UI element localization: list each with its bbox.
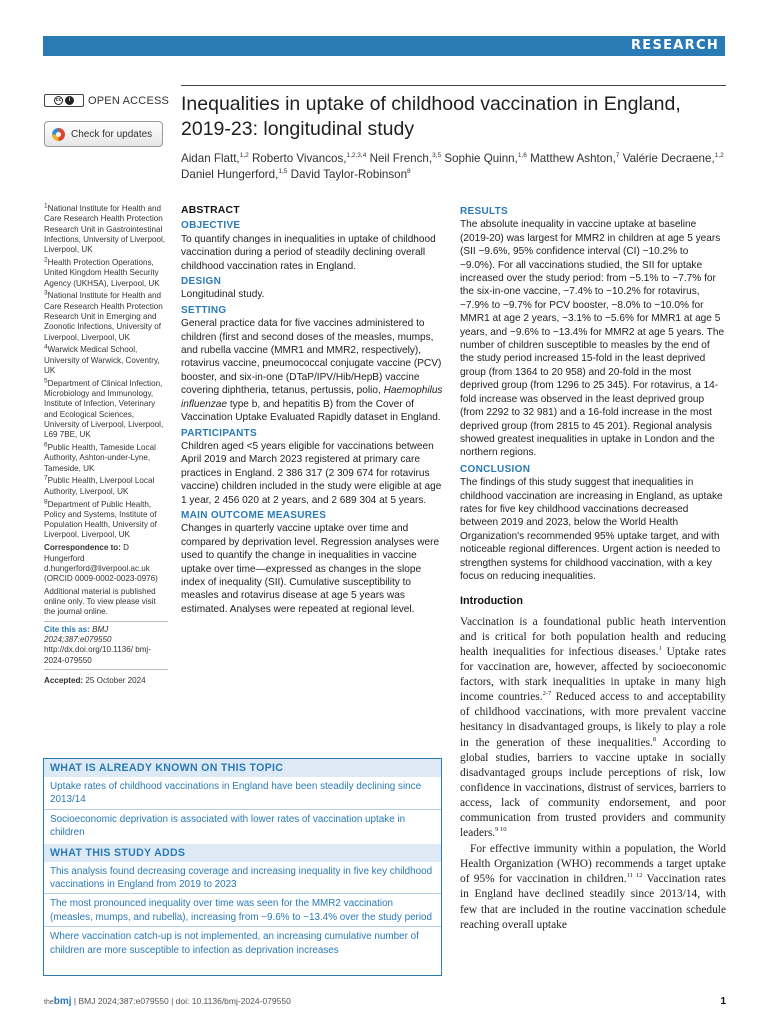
design-text: Longitudinal study. [181, 289, 265, 301]
author: Roberto Vivancos,$^{1,2,3,4}$ [251, 152, 367, 165]
affiliation: $^2$Health Protection Operations, United Kingdom Health Security Agency (UKHSA), Liverpool, UK [44, 256, 160, 288]
adds-item: This analysis found decreasing coverage and increasing inequality in five key childhood vaccinations in England from 2019 to 2023 [50, 865, 433, 891]
design-heading: DESIGN [181, 276, 222, 288]
page-number: 1 [720, 996, 726, 1007]
outcome-heading: MAIN OUTCOME MEASURES [181, 509, 327, 521]
correspondence-email[interactable]: d.hungerford@liverpool.ac.uk [44, 563, 150, 573]
objective-heading: OBJECTIVE [181, 220, 241, 232]
check-for-updates-label: Check for updates [71, 128, 153, 140]
participants-heading: PARTICIPANTS [181, 427, 258, 439]
article-title: Inequalities in uptake of childhood vaccination in England, 2019-23: longitudinal study [181, 93, 681, 140]
author: Matthew Ashton,$^7$ [530, 152, 620, 165]
outcome-text: Changes in quarterly vaccine uptake over time and compared by deprivation level. Regression analyses were used to quantify the change in inequalities in vaccine uptake over time—expressed as changes in the slope index of inequality (SII). Cumulative susceptibility to measles and rotavirus disease at age 5 years was estimated. Analyses were repeated at regional level. [181, 523, 440, 615]
affiliation: $^1$National Institute for Health and Care Research Health Protection Research Unit in Gastrointestinal Infections, University of Liverpool, Liverpool, UK [44, 202, 166, 255]
affiliation: $^5$Department of Clinical Infection, Microbiology and Immunology, Institute of Infection, Veterinary and Ecological Sciences, University of Liverpool, Liverpool, L69 7BE, UK [44, 377, 164, 440]
additional-material-note: Additional material is published online only. To view please visit the journal online. [44, 586, 156, 617]
author: David Taylor-Robinson$^8$ [290, 168, 411, 181]
affiliation: $^3$National Institute for Health and Care Research Health Protection Research Unit in Emerging and Zoonotic Infections, University of Liverpool, Liverpool, UK [44, 289, 163, 342]
affiliation: $^6$Public Health, Tameside Local Authority, Ashton-under-Lyne, Tameside, UK [44, 441, 156, 473]
conclusion-text: The findings of this study suggest that inequalities in childhood vaccination are increasing in England, as uptake rates for five key childhood vaccinations decreased between 2019 and 2023, below the World Health Organization's recommended 95% uptake target, and with noticeable regional differences. Urgent action is needed to strengthen systems for childhood vaccination, with a key focus on reducing inequalities. [460, 477, 723, 582]
results-text: The absolute inequality in vaccine uptake at baseline (2019-20) was largest for MMR2 in children at age 5 years (SII −9.6%, 95% confidence interval (CI) −10.2% to −9.0%). For all vaccinations studied, the SII for uptake increased over the study period: from −5.1% to −7.7% for the six-in-one vaccine, −7.4% to −10.2% for rotavirus, −7.9% to −9.7% for PCV booster, −8.0% to −10.0% for MMR1 at age 2 years, −3.1% to −5.6% for MMR1 at age 5 years, and −9.6% to −13.4% for MMR2 at age 5 years. The number of children susceptible to measles by the end of the study period increased 15-fold in the least deprived group (from 1364 to 20 958) and 20-fold in the most deprived group (from 1296 to 25 345). For rotavirus, a 14-fold increase was observed in the least deprived group (from 2292 to 32 981) and a 16-fold increase in the most deprived group (from 2815 to 45 201). Regional analysis showed greatest inequalities in uptake in London and the northern regions. [460, 219, 725, 459]
affiliation: $^7$Public Health, Liverpool Local Authority, Liverpool, UK [44, 474, 155, 496]
affiliation: $^4$Warwick Medical School, University of Warwick, Coventry, UK [44, 343, 160, 375]
accepted-date: Accepted: 25 October 2024 [44, 675, 146, 685]
adds-heading: WHAT THIS STUDY ADDS [44, 844, 441, 862]
results-heading: RESULTS [460, 206, 509, 217]
footer-reference: thebmj | BMJ 2024;387:e079550 | doi: 10.1136/bmj-2024-079550 [44, 996, 291, 1007]
attribution-symbol-icon: i [65, 96, 74, 105]
affiliation: $^8$Department of Public Health, Policy and Systems, Institute of Population Health, University of Liverpool, Liverpool, UK [44, 497, 157, 540]
orcid: (ORCID 0009-0002-0023-0976) [44, 574, 158, 584]
affiliations-column [44, 204, 168, 689]
setting-heading: SETTING [181, 304, 227, 316]
adds-item: The most pronounced inequality over time was seen for the MMR2 vaccination (measles, mumps, and rubella), increasing from −9.6% to −13.4% over the study period [44, 893, 441, 926]
doi-link[interactable]: http://dx.doi.org/10.1136/ bmj-2024-079550 [44, 645, 151, 665]
objective-text: To quantify changes in inequalities in uptake of childhood vaccination during a period of steadily declining overall childhood vaccination rates in England. [181, 233, 436, 272]
correspondence: Correspondence to: D Hungerford d.hungerford@liverpool.ac.uk (ORCID 0009-0002-0023-0976) [44, 543, 158, 584]
conclusion-heading: CONCLUSION [460, 463, 531, 475]
introduction-heading: Introduction [460, 595, 523, 608]
abstract-heading: ABSTRACT [181, 205, 240, 216]
known-item: Uptake rates of childhood vaccinations in England have been steadily declining since 2013/14 [50, 781, 422, 806]
abstract-right-column [460, 202, 726, 934]
author: Sophie Quinn,$^{1,6}$ [444, 152, 527, 165]
citation: Cite this as: BMJ 2024;387:e079550 http://dx.doi.org/10.1136/ bmj-2024-079550 [44, 624, 151, 665]
cc-symbol-icon: cc [55, 97, 62, 103]
research-label: RESEARCH [630, 38, 719, 53]
introduction-paragraph: For effective immunity within a population, the World Health Organization (WHO) recommends a target uptake of 95% for vaccination in children.$^{11 12}$ Vaccination rates in England have declined steadily since 2013/14, with few that are included in the routine vaccination schedule reaching overall uptake [460, 843, 726, 931]
crossmark-icon [52, 128, 65, 141]
divider [44, 669, 168, 670]
known-item: Socioeconomic deprivation is associated with lower rates of vaccination uptake in children [44, 809, 441, 842]
title-divider [181, 85, 726, 86]
participants-text: Children aged <5 years eligible for vaccinations between April 2019 and March 2023 registered at primary care practices in England. 2 386 317 (2 309 674 for rotavirus vaccine) children included in the study were eligible at age 1 year, 2 456 020 at 2 years, and 2 689 304 at 5 years. [181, 440, 442, 506]
divider [44, 621, 168, 622]
check-for-updates-button[interactable] [44, 121, 163, 147]
research-banner [43, 36, 725, 56]
creative-commons-icon [44, 94, 84, 107]
bmj-logo: thebmj [44, 996, 72, 1007]
setting-text: General practice data for five vaccines administered to children (first and second doses of the measles, mumps, and rubella vaccine (MMR1 and MMR2, respectively), rotavirus vaccine, pneumococcal conjugate vaccine (PCV) booster, and six-in-one (DTaP/IPV/Hib/HepB) vaccine covering diphtheria, tetanus, pertussis, polio, Haemophilus influenzae type b, and hepatitis B) from the Cover of Vaccination Uptake Evaluated Rapidly dataset in England. [181, 318, 443, 424]
key-messages-box [43, 758, 442, 976]
author: Valérie Decraene,$^{1,2}$ [622, 152, 724, 165]
abstract-left-column [181, 204, 443, 616]
page-footer [44, 996, 726, 1007]
author-list [181, 151, 726, 183]
adds-item: Where vaccination catch-up is not implemented, an increasing cumulative number of children are more susceptible to infection as deprivation increases [44, 926, 441, 959]
introduction-paragraph: Vaccination is a foundational public heath intervention and is critical for both population health and reducing health inequalities for infectious diseases.$^1$ Uptake rates for vaccination are, however, affected by socioeconomic factors, with stark inequalities in uptake in many high income countries.$^{2-7}$ Reduced access to and acceptability of childhood vaccinations, with more prevalent vaccine hesitancy in disadvantaged groups, is likely to play a role in the generation of these inequalities.$^8$ According to global studies, barriers to vaccine uptake in socially disadvantaged groups include perceptions of risk, low confidence in vaccinations, distrust of services, barriers to access, lack of community endorsement, and poor communication from trusted providers and community leaders.$^{9 10}$ [460, 615, 726, 840]
author: Aidan Flatt,$^{1,2}$ [181, 152, 249, 165]
open-access-indicator [44, 94, 169, 107]
author: Neil French,$^{3,5}$ [369, 152, 442, 165]
author: Daniel Hungerford,$^{1,5}$ [181, 168, 288, 181]
open-access-label: OPEN ACCESS [88, 94, 170, 107]
known-heading: WHAT IS ALREADY KNOWN ON THIS TOPIC [44, 759, 441, 777]
